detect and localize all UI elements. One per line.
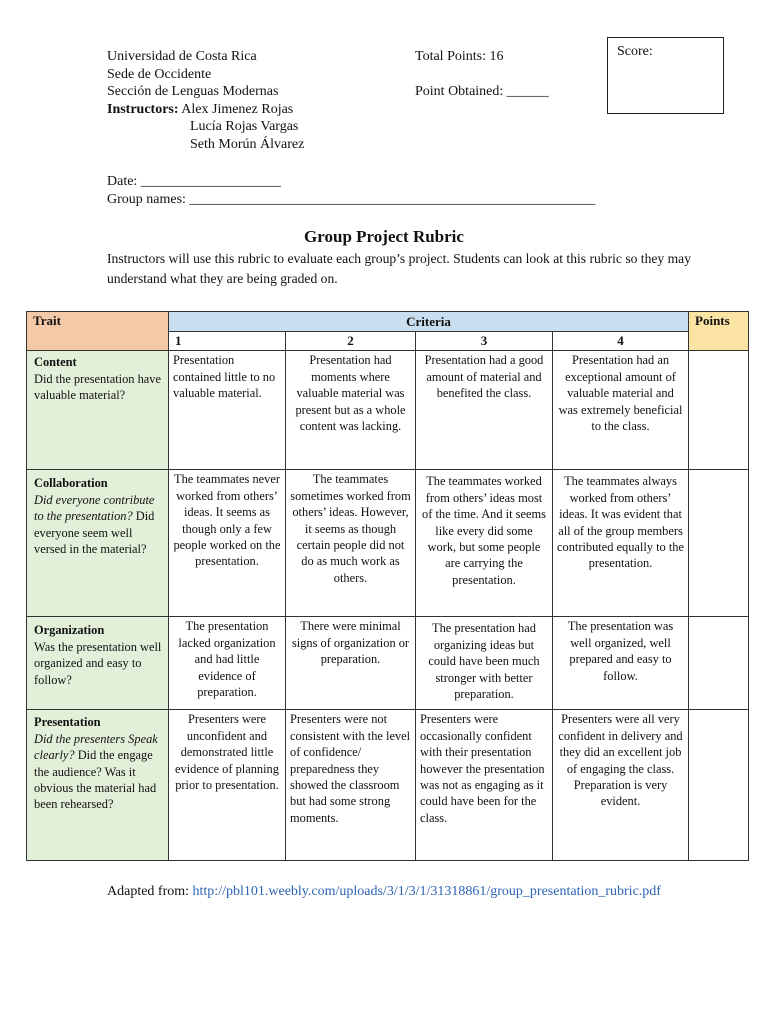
level-3-header: 3 (416, 332, 553, 351)
trait-name: Content (34, 355, 77, 370)
criteria-header: Criteria (169, 312, 689, 332)
date-line: Date: ____________________ (107, 174, 281, 189)
instructor-3: Seth Morún Álvarez (190, 136, 305, 152)
trait-question: Did the presentation have valuable material? (34, 371, 161, 403)
rubric-cell: Presentation contained little to no valuable material. (169, 351, 286, 470)
trait-question-italic: Did the presenters Speak clearly? (34, 731, 158, 763)
points-cell[interactable] (689, 470, 749, 617)
trait-collaboration (27, 470, 169, 617)
table-row (27, 470, 749, 617)
point-obtained: Point Obtained: ______ (415, 84, 549, 99)
score-box[interactable] (607, 37, 724, 114)
campus: Sede de Occidente (107, 66, 212, 82)
trait-organization (27, 617, 169, 710)
rubric-cell: Presenters were occasionally confident with their presentation however the presentation was not as engaging as it could have been for the class. (416, 710, 553, 861)
trait-question: Did everyone seem well versed in the material? (34, 509, 155, 557)
instructor-2: Lucía Rojas Vargas (190, 119, 299, 134)
table-row (27, 710, 749, 861)
instructor-line-1 (107, 101, 304, 119)
trait-question: Did the engage the audience? Was it obvious the material had been rehearsed? (34, 748, 157, 812)
footer-label: Adapted from: (107, 884, 193, 899)
intro-text: Instructors will use this rubric to evaluate each group’s project. Students can look at this rubric so they may understand what they are being graded on. (107, 251, 692, 286)
institution: Universidad de Costa Rica (107, 49, 257, 64)
rubric-cell: Presentation had a good amount of material and benefited the class. (416, 351, 553, 470)
rubric-cell: The teammates always worked from others’ ideas. It was evident that all of the group members contributed equally to the presentation. (553, 470, 689, 617)
page-title: Group Project Rubric (304, 227, 464, 246)
total-points: Total Points: 16 (415, 49, 504, 64)
rubric-cell: Presenters were all very confident in delivery and they did an excellent job of engaging the class. Preparation is very evident. (553, 710, 689, 861)
rubric-cell: The presentation lacked organization and had little evidence of preparation. (169, 617, 286, 710)
footer (107, 884, 661, 900)
trait-name: Collaboration (34, 476, 108, 491)
score-label: Score: (617, 44, 653, 59)
rubric-table (26, 311, 749, 861)
trait-presentation (27, 710, 169, 861)
level-2-header: 2 (286, 332, 416, 351)
instructors-label: Instructors: (107, 101, 179, 117)
table-row (27, 617, 749, 710)
trait-name: Presentation (34, 715, 101, 730)
source-link[interactable]: http://pbl101.weebly.com/uploads/3/1/3/1/31318861/group_presentation_rubric.pdf (192, 884, 661, 899)
level-1-header: 1 (169, 332, 286, 351)
rubric-cell: The teammates sometimes worked from others’ ideas. However, it seems as though certain people did not do as much work as others. (286, 470, 416, 617)
department: Sección de Lenguas Modernas (107, 84, 279, 99)
rubric-cell: The teammates worked from others’ ideas most of the time. And it seems like every did some work, but some people are carrying the presentation. (416, 470, 553, 617)
rubric-cell: The presentation was well organized, well prepared and easy to follow. (553, 617, 689, 710)
rubric-cell: Presenters were not consistent with the level of confidence/ preparedness they showed the classroom but had some strong moments. (286, 710, 416, 861)
rubric-cell: Presentation had an exceptional amount of valuable material and was extremely beneficial to the class. (553, 351, 689, 470)
trait-question: Was the presentation well organized and easy to follow? (34, 639, 162, 687)
points-cell[interactable] (689, 617, 749, 710)
group-names-line: Group names: __________________________________________________________ (107, 192, 596, 207)
level-4-header: 4 (553, 332, 689, 351)
header-left (107, 48, 304, 153)
trait-header: Trait (27, 312, 169, 351)
points-header: Points (689, 312, 749, 351)
rubric-cell: Presenters were unconfident and demonstrated little evidence of planning prior to presentation. (169, 710, 286, 861)
rubric-cell: There were minimal signs of organization or preparation. (286, 617, 416, 710)
trait-content (27, 351, 169, 470)
instructor-1: Alex Jimenez Rojas (181, 101, 294, 117)
rubric-cell: The teammates never worked from others’ ideas. It seems as though only a few people worked on the presentation. (169, 470, 286, 617)
trait-name: Organization (34, 623, 105, 638)
points-cell[interactable] (689, 710, 749, 861)
table-row (27, 351, 749, 470)
rubric-cell: Presentation had moments where valuable material was present but as a whole content was lacking. (286, 351, 416, 470)
trait-question-italic: Did everyone contribute to the presentation? (34, 492, 155, 524)
rubric-cell: The presentation had organizing ideas but could have been much stronger with better preparation. (416, 617, 553, 710)
points-cell[interactable] (689, 351, 749, 470)
